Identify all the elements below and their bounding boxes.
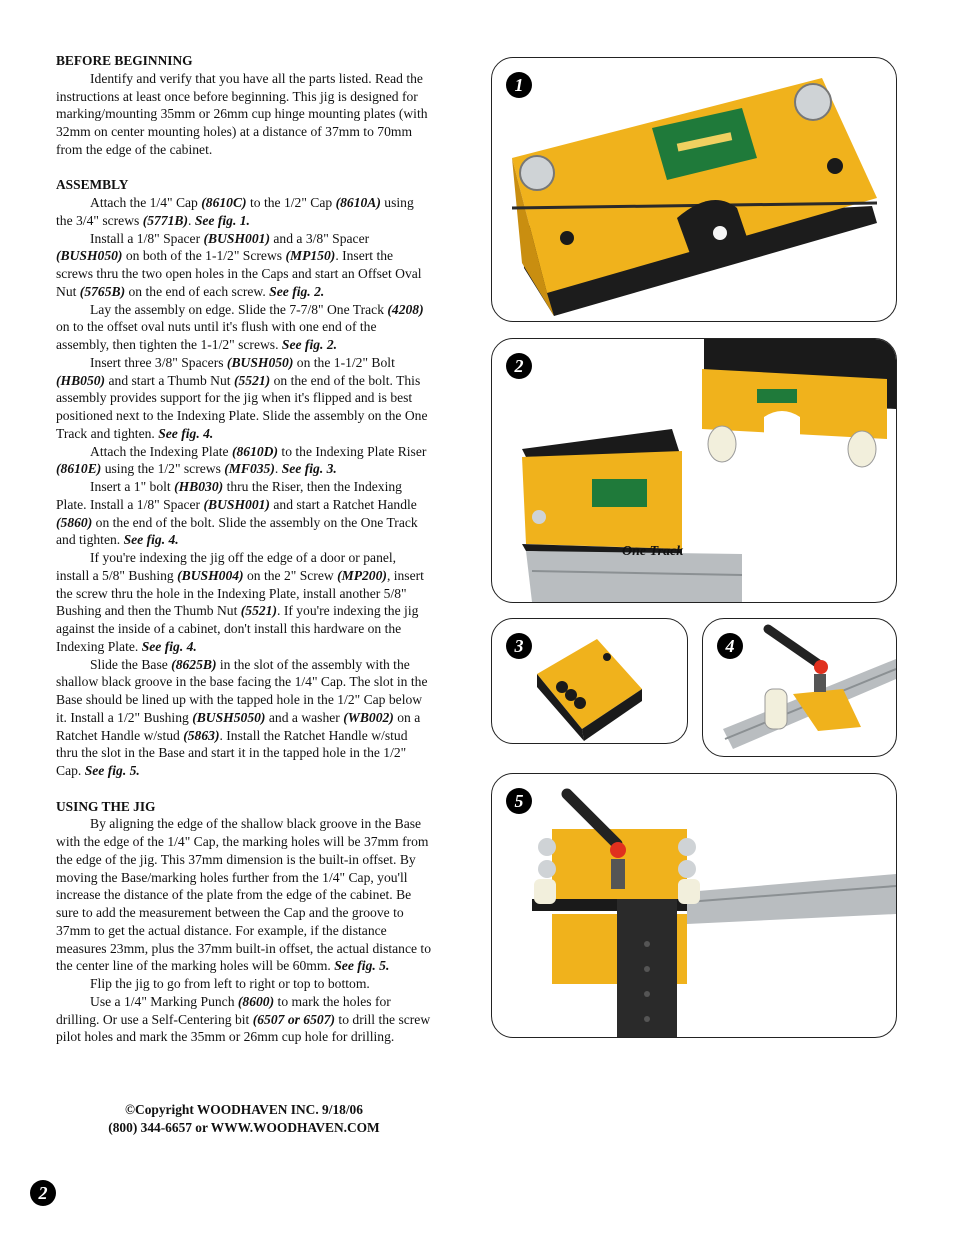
- part-reference: (5863): [183, 727, 220, 743]
- heading-using-the-jig: USING THE JIG: [56, 798, 156, 814]
- figure-2-number: 2: [506, 353, 532, 379]
- instructions-column: [56, 52, 432, 1046]
- using-paragraph-1: By aligning the edge of the shallow black groove in the Base with the edge of the 1/4" Cap, the marking holes will be 37mm from the edge of the jig. This 37mm dimension is the built-in offset. By moving the Base/marking holes further from the 1/4" Cap, you'll increase the distance of the plate from the edge of the cabinet. Be sure to add the measurement between the Cap and the groove to 37mm to get the actual distance. For example, if the distance measures 23mm, plus the 37mm built-in offset, the actual distance to the center line of the marking holes will be 60mm. See fig. 5.: [56, 816, 432, 974]
- part-reference: (BUSH050): [56, 248, 123, 264]
- figure-3-number: 3: [506, 633, 532, 659]
- using-paragraph-3: Use a 1/4" Marking Punch (8600) to mark the holes for drilling. Or use a Self-Centering bit (6507 or 6507) to drill the screw pilot holes and mark the 35mm or 26mm cup hole for drilling.: [56, 993, 431, 1045]
- part-reference: (8610C): [201, 195, 247, 210]
- figure-1: [491, 57, 897, 322]
- part-reference: See fig. 3.: [281, 461, 337, 477]
- assembly-paragraph-5: Attach the Indexing Plate (8610D) to the Indexing Plate Riser (8610E) using the 1/2" screws (MF035). See fig. 3.: [56, 443, 427, 477]
- part-reference: See fig. 4.: [123, 532, 179, 548]
- figure-4-number: 4: [717, 633, 743, 659]
- heading-assembly: ASSEMBLY: [56, 177, 129, 193]
- part-reference: (5521): [233, 372, 271, 388]
- part-reference: See fig. 5.: [84, 763, 140, 778]
- figure-1-photo: [492, 58, 896, 321]
- part-reference: (WB002): [343, 709, 394, 725]
- contact-line: (800) 344-6657 or WWW.WOODHAVEN.COM: [108, 1120, 380, 1135]
- before-paragraph: Identify and verify that you have all the parts listed. Read the instructions at least once before beginning. This jig is designed for marking/mounting 35mm or 26mm cup hinge mounting plates (with 32mm on center mounting holes) at a distance of 37mm to 70mm from the edge of the cabinet.: [56, 70, 428, 157]
- part-reference: See fig. 5.: [334, 958, 390, 974]
- part-reference: (5860): [56, 514, 93, 530]
- part-reference: (MF035): [224, 461, 275, 477]
- part-reference: (8625B): [171, 656, 217, 672]
- part-reference: (8610A): [335, 195, 381, 210]
- part-reference: (4208): [387, 301, 424, 317]
- part-reference: (BUSH050): [226, 354, 294, 370]
- figure-2: [491, 338, 897, 603]
- page-number-badge: 2: [30, 1180, 56, 1206]
- assembly-paragraph-8: Slide the Base (8625B) in the slot of the assembly with the shallow black groove in the base facing the 1/4" Cap. The slot in the Base should be lined up with the tapped hole in the 1/2" Cap below it. Install a 1/2" Bushing (BUSH5050) and a washer (WB002) on a Ratchet Handle w/stud (5863). Install the Ratchet Handle w/stud thru the slot in the Base and start it in the tapped hole in the 1/2" Cap. See fig. 5.: [56, 656, 428, 778]
- figure-1-number: 1: [506, 72, 532, 98]
- part-reference: (MP200): [337, 567, 387, 583]
- part-reference: (BUSH001): [203, 230, 270, 246]
- part-reference: (BUSH5050): [192, 709, 266, 725]
- one-track-label: One Track: [622, 544, 684, 559]
- part-reference: See fig. 1.: [194, 212, 250, 228]
- part-reference: (8600): [237, 993, 275, 1009]
- part-reference: (5765B): [79, 283, 126, 299]
- figure-5: [491, 773, 897, 1038]
- part-reference: See fig. 2.: [269, 283, 325, 299]
- part-reference: See fig. 2.: [281, 337, 338, 352]
- assembly-paragraph-4: Insert three 3/8" Spacers (BUSH050) on the 1-1/2" Bolt (HB050) and start a Thumb Nut (5521) on the end of the bolt. This assembly provides support for the jig when it's flipped and is best positioned next to the Indexing Plate. Slide the assembly on the One Track and tighten. See fig. 4.: [56, 354, 428, 441]
- assembly-paragraph-7: If you're indexing the jig off the edge of a door or panel, install a 5/8" Bushing (BUSH004) on the 2" Screw (MP200), insert the screw thru the hole in the Indexing Plate, install another 5/8" Bushing and then the Thumb Nut (5521). If you're indexing the jig against the inside of a cabinet, don't install this hardware on the Indexing Plate. See fig. 4.: [56, 550, 424, 654]
- part-reference: (BUSH001): [203, 496, 270, 512]
- figure-5-photo: [492, 774, 896, 1037]
- figure-2-photo: [492, 339, 896, 602]
- part-reference: (5771B): [142, 212, 189, 228]
- part-reference: (MP150): [285, 248, 336, 264]
- assembly-paragraph-1: Attach the 1/4" Cap (8610C) to the 1/2" Cap (8610A) using the 3/4" screws (5771B). See fig. 1.: [56, 195, 414, 228]
- part-reference: (8610E): [56, 461, 102, 477]
- figure-4: [702, 618, 897, 757]
- part-reference: See fig. 4.: [141, 638, 197, 654]
- figure-5-number: 5: [506, 788, 532, 814]
- assembly-paragraph-6: Insert a 1" bolt (HB030) thru the Riser, then the Indexing Plate. Install a 1/8" Spacer (BUSH001) and start a Ratchet Handle (5860) on the end of the bolt. Slide the assembly on the One Track and tighten. See fig. 4.: [56, 479, 418, 548]
- figure-3: [491, 618, 688, 744]
- assembly-paragraph-3: Lay the assembly on edge. Slide the 7-7/8" One Track (4208) on to the offset oval nuts until it's flush with one end of the assembly, then tighten the 1-1/2" screws. See fig. 2.: [56, 301, 424, 352]
- part-reference: (6507 or 6507): [252, 1011, 336, 1027]
- part-reference: See fig. 4.: [158, 425, 214, 441]
- part-reference: (HB030): [174, 479, 224, 494]
- part-reference: (BUSH004): [177, 567, 244, 583]
- part-reference: (5521): [240, 603, 278, 619]
- part-reference: (8610D): [231, 443, 279, 459]
- copyright-line: ©Copyright WOODHAVEN INC. 9/18/06: [125, 1102, 363, 1117]
- using-paragraph-2: Flip the jig to go from left to right or top to bottom.: [90, 976, 370, 991]
- assembly-paragraph-2: Install a 1/8" Spacer (BUSH001) and a 3/8" Spacer (BUSH050) on both of the 1-1/2" Screws (MP150). Insert the screws thru the two open holes in the Caps and start an Offset Oval Nut (5765B) on the end of each screw. See fig. 2.: [56, 230, 422, 299]
- part-reference: (HB050): [56, 372, 106, 388]
- heading-before-beginning: BEFORE BEGINNING: [56, 53, 193, 68]
